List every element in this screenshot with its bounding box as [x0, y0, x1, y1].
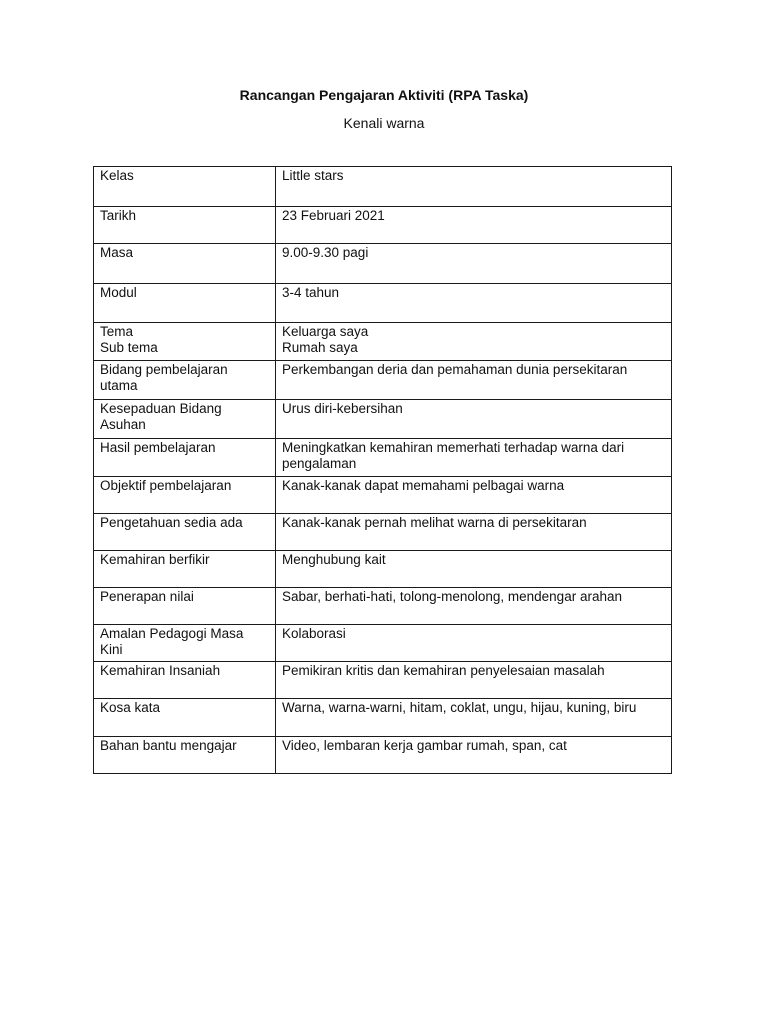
row-value-kelas: Little stars [276, 167, 672, 207]
table-row [94, 361, 672, 400]
table-row [94, 477, 672, 514]
document-subtitle: Kenali warna [343, 115, 425, 131]
row-value-modul: 3-4 tahun [276, 284, 672, 323]
row-value-kemahiran-berfikir: Menghubung kait [276, 551, 672, 588]
row-label-kemahiran-berfikir: Kemahiran berfikir [94, 551, 276, 588]
row-label-amalan-pedagogi: Amalan Pedagogi Masa Kini [94, 625, 276, 662]
table-row [94, 588, 672, 625]
row-label-kemahiran-insaniah: Kemahiran Insaniah [94, 662, 276, 699]
row-value-tarikh: 23 Februari 2021 [276, 207, 672, 244]
table-row [94, 207, 672, 244]
row-label-hasil: Hasil pembelajaran [94, 439, 276, 477]
document-title: Rancangan Pengajaran Aktiviti (RPA Taska) [239, 87, 529, 103]
row-value-objektif: Kanak-kanak dapat memahami pelbagai warna [276, 477, 672, 514]
row-label-masa: Masa [94, 244, 276, 284]
row-label-pengetahuan: Pengetahuan sedia ada [94, 514, 276, 551]
row-value-kemahiran-insaniah: Pemikiran kritis dan kemahiran penyelesaian masalah [276, 662, 672, 699]
row-label-kelas: Kelas [94, 167, 276, 207]
row-value-bidang: Perkembangan deria dan pemahaman dunia persekitaran [276, 361, 672, 400]
row-label-tema: Tema Sub tema [94, 323, 276, 361]
row-value-amalan-pedagogi: Kolaborasi [276, 625, 672, 662]
table-row [94, 400, 672, 439]
row-label-objektif: Objektif pembelajaran [94, 477, 276, 514]
table-row [94, 514, 672, 551]
row-value-tema: Keluarga saya Rumah saya [276, 323, 672, 361]
table-row [94, 167, 672, 207]
row-label-tarikh: Tarikh [94, 207, 276, 244]
table-row [94, 244, 672, 284]
rpa-table [93, 166, 672, 774]
row-label-bahan-bantu: Bahan bantu mengajar [94, 737, 276, 774]
table-row [94, 551, 672, 588]
row-value-bahan-bantu: Video, lembaran kerja gambar rumah, span, cat [276, 737, 672, 774]
table-row [94, 323, 672, 361]
row-label-kesepaduan: Kesepaduan Bidang Asuhan [94, 400, 276, 439]
table-row [94, 737, 672, 774]
row-label-kosa-kata: Kosa kata [94, 699, 276, 737]
row-value-hasil: Meningkatkan kemahiran memerhati terhadap warna dari pengalaman [276, 439, 672, 477]
row-label-penerapan-nilai: Penerapan nilai [94, 588, 276, 625]
row-value-pengetahuan: Kanak-kanak pernah melihat warna di persekitaran [276, 514, 672, 551]
table-row [94, 625, 672, 662]
table-row [94, 284, 672, 323]
row-label-bidang: Bidang pembelajaran utama [94, 361, 276, 400]
table-row [94, 439, 672, 477]
row-value-kosa-kata: Warna, warna-warni, hitam, coklat, ungu, hijau, kuning, biru [276, 699, 672, 737]
row-label-modul: Modul [94, 284, 276, 323]
table-row [94, 662, 672, 699]
table-row [94, 699, 672, 737]
row-value-masa: 9.00-9.30 pagi [276, 244, 672, 284]
row-value-penerapan-nilai: Sabar, berhati-hati, tolong-menolong, mendengar arahan [276, 588, 672, 625]
row-value-kesepaduan: Urus diri-kebersihan [276, 400, 672, 439]
